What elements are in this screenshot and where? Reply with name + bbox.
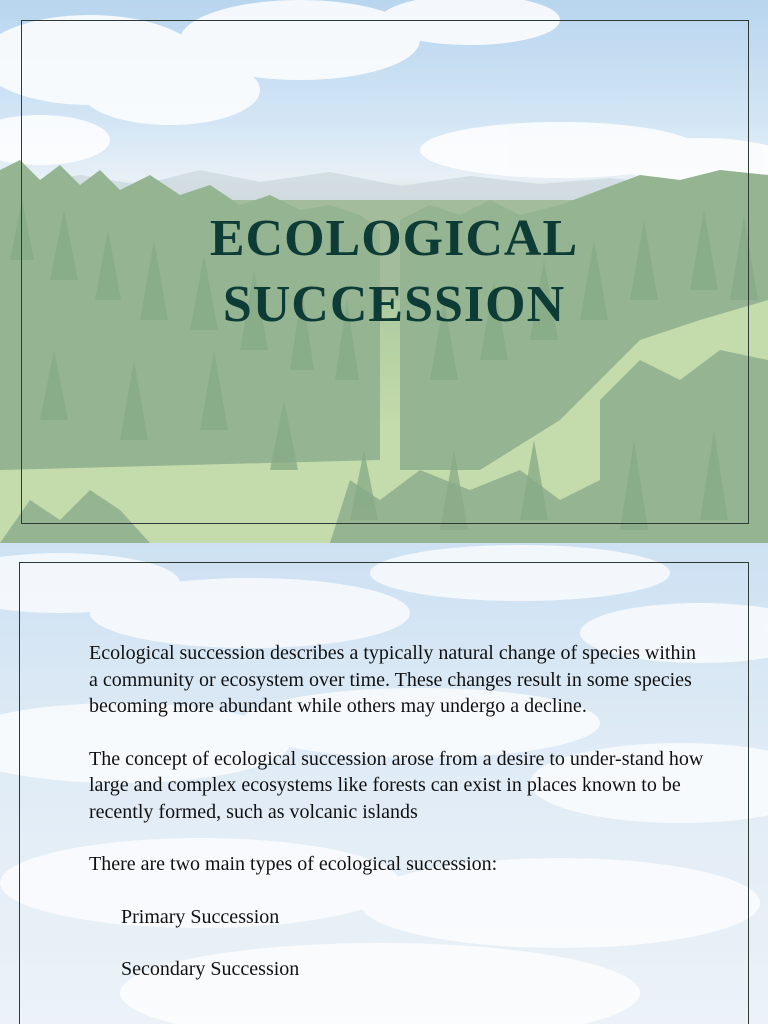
list-item: Secondary Succession <box>121 958 300 980</box>
intro-paragraph: Ecological succession describes a typically natural change of species within a community or ecosystem over time. These changes result in some species becoming more abundant while others may undergo a decline. <box>89 642 697 717</box>
content-body <box>89 640 709 1009</box>
concept-paragraph: The concept of ecological succession arose from a desire to under-stand how large and complex ecosystems like forests can exist in places known to be recently formed, such as volcanic islands <box>89 747 704 823</box>
types-intro-paragraph: There are two main types of ecological succession: <box>89 853 498 875</box>
title-line-1: ECOLOGICAL <box>209 210 579 267</box>
list-item: Primary Succession <box>121 905 280 928</box>
title-line-2: SUCCESSION <box>222 276 566 333</box>
content-slide <box>0 543 768 1024</box>
slide-title <box>0 206 768 338</box>
